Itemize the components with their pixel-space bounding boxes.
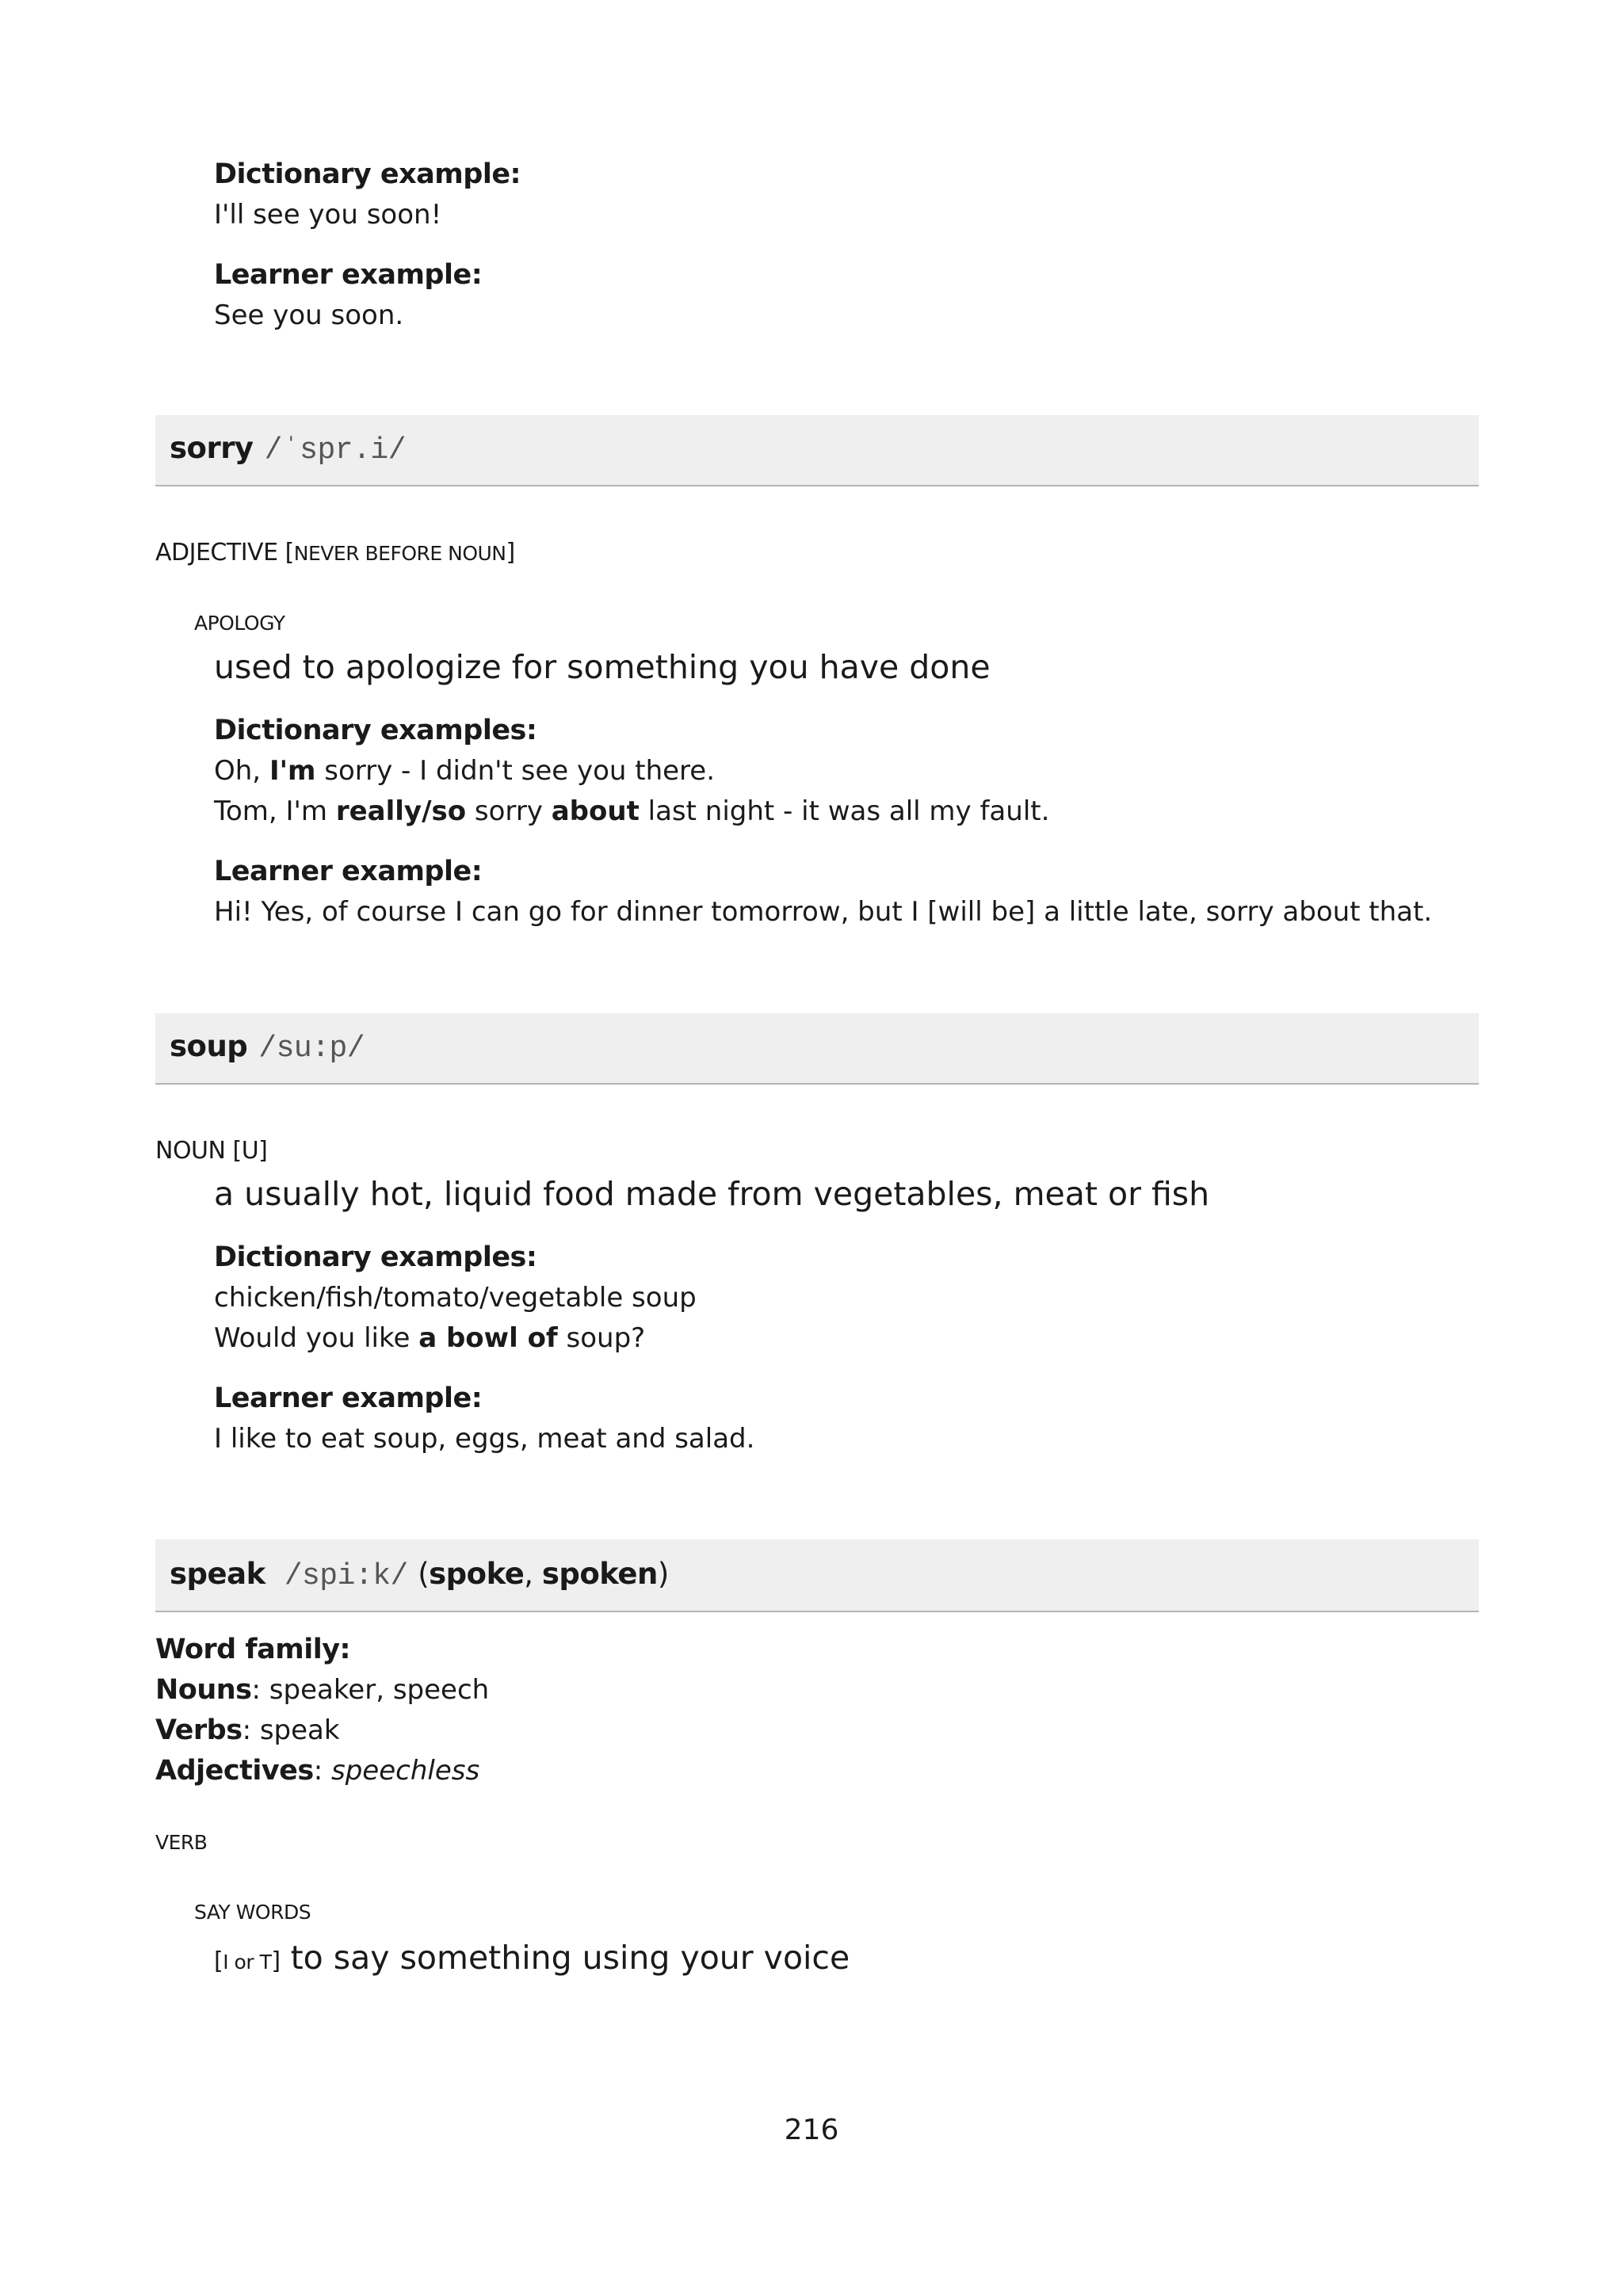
pronunciation: /ˈspr.i/ [264, 433, 406, 467]
example-text: Tom, I'm [214, 795, 336, 827]
forms-separator: , [524, 1557, 542, 1591]
word-family-adjectives [155, 1755, 479, 1787]
learner-example-label: Learner example: [214, 856, 483, 887]
page-number: 216 [784, 2114, 839, 2146]
entry-header-speak [155, 1539, 1479, 1612]
example-bold: a bowl of [418, 1322, 558, 1354]
grammar-or: or [228, 1951, 260, 1974]
example-text: Would you like [214, 1322, 419, 1354]
grammar-close: ] [271, 1947, 281, 1975]
headword [170, 431, 406, 467]
headword-text: speak [170, 1557, 265, 1591]
grammar-t: T [259, 1951, 272, 1974]
dictionary-example [214, 755, 715, 787]
example-text: soup? [557, 1322, 646, 1354]
example-text: Oh, [214, 755, 269, 787]
word-family-verbs [155, 1714, 340, 1746]
example-bold: I'm [269, 755, 316, 787]
entry-header-sorry [155, 415, 1479, 486]
learner-example: See you soon. [214, 299, 404, 331]
example-bold: really/so [335, 795, 467, 827]
headword-text: sorry [170, 431, 254, 465]
grammar-open: [ [214, 1947, 223, 1975]
forms-open: ( [418, 1557, 430, 1591]
example-text: last night - it was all my fault. [639, 795, 1050, 827]
headword-text: soup [170, 1029, 248, 1063]
grammar-close: ] [506, 539, 515, 566]
example-text: sorry [466, 795, 552, 827]
dictionary-example: I'll see you soon! [214, 199, 442, 231]
dictionary-examples-label: Dictionary examples: [214, 1241, 537, 1273]
example-bold: about [551, 795, 640, 827]
dictionary-example-label: Dictionary example: [214, 158, 521, 190]
grammar-code [214, 1947, 281, 1975]
definition-text: to say something using your voice [280, 1939, 850, 1977]
pos-text: VERB [155, 1831, 208, 1854]
verb-form: spoke [429, 1557, 525, 1591]
definition: used to apologize for something you have done [214, 648, 991, 686]
adjectives-list: speechless [331, 1755, 480, 1787]
nouns-label: Nouns [155, 1674, 252, 1706]
guideword [194, 608, 285, 636]
word-family-nouns [155, 1674, 489, 1706]
dictionary-example [214, 795, 1049, 827]
adjectives-label: Adjectives [155, 1755, 314, 1787]
definition: a usually hot, liquid food made from vegetables, meat or fish [214, 1175, 1210, 1213]
entry-header-soup [155, 1013, 1479, 1085]
verbs-label: Verbs [155, 1714, 242, 1746]
dictionary-examples-label: Dictionary examples: [214, 715, 537, 746]
nouns-list: : speaker, speech [251, 1674, 490, 1706]
pos-text: ADJECTIVE [155, 539, 278, 566]
dictionary-example [214, 1322, 645, 1354]
learner-example-label: Learner example: [214, 259, 483, 291]
guideword [194, 1897, 311, 1925]
adjectives-colon: : [313, 1755, 332, 1787]
grammar-note: [U] [232, 1137, 268, 1165]
headword [170, 1557, 669, 1593]
part-of-speech [155, 539, 515, 566]
grammar-i: I [223, 1951, 229, 1974]
example-text: sorry - I didn't see you there. [315, 755, 715, 787]
learner-example-label: Learner example: [214, 1383, 483, 1414]
part-of-speech [155, 1137, 267, 1165]
pos-text: NOUN [155, 1137, 226, 1165]
pronunciation: /spi:k/ [284, 1559, 408, 1593]
dictionary-example: chicken/fish/tomato/vegetable soup [214, 1282, 697, 1314]
guideword-text: SAY WORDS [194, 1901, 311, 1924]
forms-close: ) [657, 1557, 669, 1591]
headword [170, 1029, 365, 1066]
learner-example: I like to eat soup, eggs, meat and salad. [214, 1423, 755, 1455]
verbs-list: : speak [242, 1714, 340, 1746]
grammar-open: [ [285, 539, 294, 566]
grammar-note: NEVER BEFORE NOUN [293, 542, 506, 565]
part-of-speech [155, 1828, 207, 1855]
verb-form: spoken [541, 1557, 658, 1591]
pronunciation: /su:p/ [258, 1032, 365, 1066]
learner-example: Hi! Yes, of course I can go for dinner tomorrow, but I [will be] a little late, sorry about that. [214, 896, 1433, 928]
guideword-text: APOLOGY [194, 612, 285, 635]
word-family-label: Word family: [155, 1634, 351, 1665]
definition [214, 1939, 850, 1977]
